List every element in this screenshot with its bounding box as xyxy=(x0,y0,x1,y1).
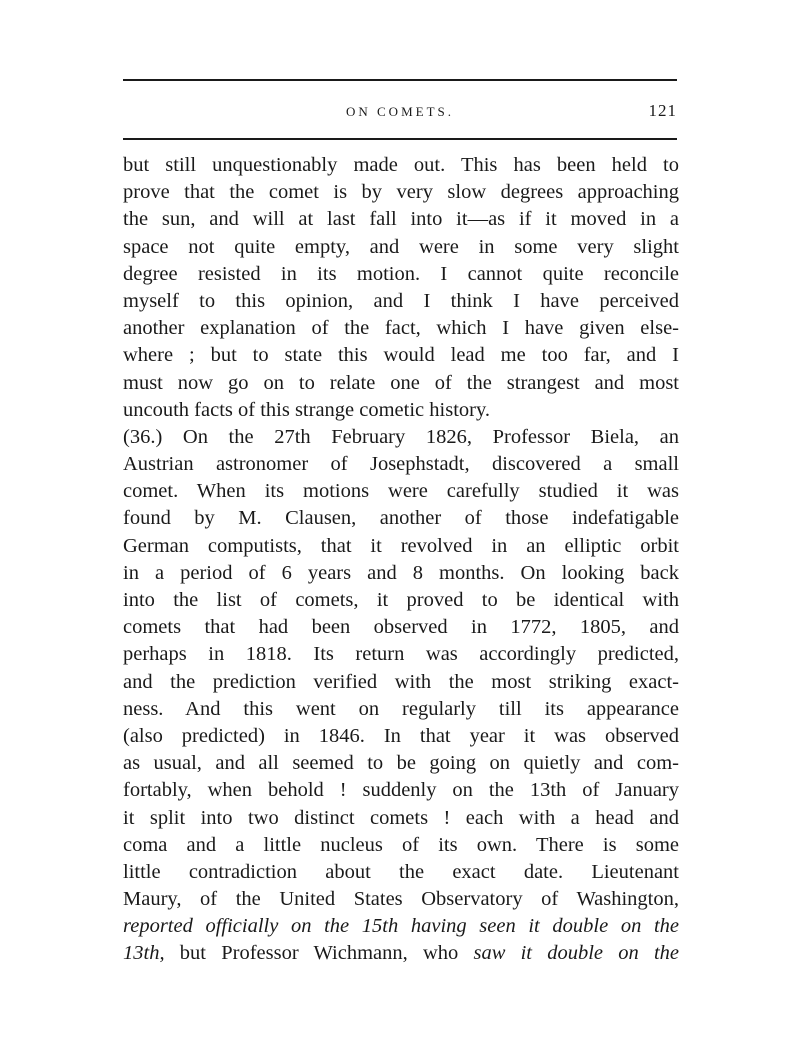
text-line: must now go on to relate one of the strangest and most xyxy=(123,371,679,394)
text-line: prove that the comet is by very slow degrees approaching xyxy=(123,181,679,204)
text-line: perhaps in 1818. Its return was accordingly predicted, xyxy=(123,643,679,666)
text-line: space not quite empty, and were in some very slight xyxy=(123,235,679,258)
text-line: uncouth facts of this strange cometic history. xyxy=(123,398,491,421)
text-line: found by M. Clausen, another of those indefatigable xyxy=(123,507,679,530)
running-title: ON COMETS. xyxy=(345,104,454,119)
text-line: as usual, and all seemed to be going on quietly and com- xyxy=(123,752,679,775)
text-line: but still unquestionably made out. This has been held to xyxy=(123,154,679,176)
text-line: into the list of comets, it proved to be identical with xyxy=(123,589,679,611)
text-line: degree resisted in its motion. I cannot quite reconcile xyxy=(123,262,679,285)
text-line: it split into two distinct comets ! each with a head and xyxy=(123,806,679,829)
text-line: comet. When its motions were carefully studied it was xyxy=(123,480,679,503)
roman-run: but Professor Wichmann, who xyxy=(164,942,474,965)
header-rule-bottom xyxy=(123,138,677,140)
text-line: little contradiction about the exact date. Lieutenant xyxy=(123,860,679,883)
text-line: myself to this opinion, and I think I have perceived xyxy=(123,289,679,312)
text-line: Austrian astronomer of Josephstadt, discovered a small xyxy=(123,453,679,476)
text-line: in a period of 6 years and 8 months. On looking back xyxy=(123,561,679,584)
text-line-mixed xyxy=(123,913,679,940)
text-line: comets that had been observed in 1772, 1805, and xyxy=(123,616,679,639)
text-line: the sun, and will at last fall into it—as if it moved in a xyxy=(123,208,679,231)
text-line: coma and a little nucleus of its own. There is some xyxy=(123,833,679,856)
text-line: ness. And this went on regularly till its appearance xyxy=(123,697,679,720)
italic-run: 13th, xyxy=(123,942,165,965)
text-line-mixed xyxy=(123,940,679,967)
italic-run: reported officially on the 15th having seen it double on the xyxy=(123,915,679,938)
italic-run: saw it double on the xyxy=(473,942,679,965)
text-line: (36.) On the 27th February 1826, Professor Biela, an xyxy=(123,425,679,448)
text-line: where ; but to state this would lead me too far, and I xyxy=(123,344,679,367)
text-line: another explanation of the fact, which I have given else- xyxy=(123,317,679,340)
text-line: and the prediction verified with the most striking exact- xyxy=(123,670,679,693)
text-line: (also predicted) in 1846. In that year it was observed xyxy=(123,724,679,747)
page-number: 121 xyxy=(648,101,677,120)
header-rule-top xyxy=(123,79,677,81)
text-line: fortably, when behold ! suddenly on the 13th of January xyxy=(123,779,679,802)
text-line: German computists, that it revolved in an elliptic orbit xyxy=(123,534,679,557)
body-text xyxy=(123,152,679,968)
text-line: Maury, of the United States Observatory of Washington, xyxy=(123,888,679,911)
